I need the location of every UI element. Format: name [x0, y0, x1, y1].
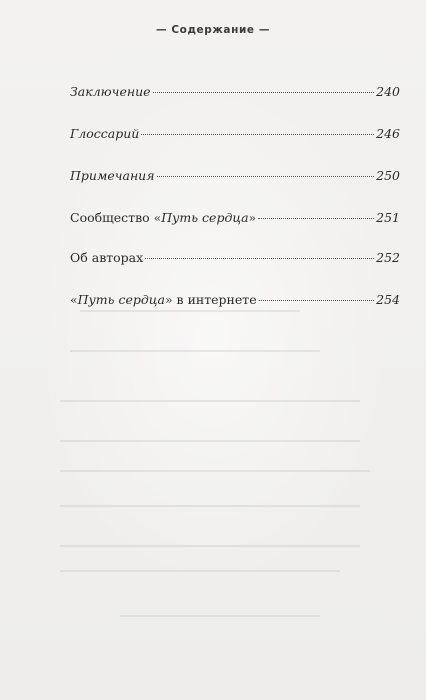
toc-title-part: Об авторах [70, 250, 144, 265]
dot-leader [141, 134, 374, 135]
toc-entry-title [70, 208, 256, 228]
toc-title-part: Глоссарий [70, 126, 140, 141]
bleed-through-line [60, 440, 360, 442]
bleed-through-line [60, 470, 370, 472]
dot-leader [157, 176, 375, 177]
toc-title-part: » в интернете [164, 292, 257, 307]
toc-title-part: « [70, 292, 78, 307]
bleed-through-line [60, 505, 360, 507]
toc-entry-title [70, 166, 155, 186]
toc-title-part: Заключение [70, 84, 151, 99]
bleed-through-line [70, 350, 320, 352]
running-head: — Содержание — [155, 24, 270, 36]
bleed-through-line [80, 310, 300, 312]
bleed-through-line [60, 400, 360, 402]
toc-entry [70, 124, 400, 144]
toc-page-number: 246 [376, 126, 400, 141]
toc-title-part: Путь сердца [161, 210, 249, 225]
toc-page-number: 240 [376, 84, 400, 99]
toc-entry [70, 208, 400, 228]
bleed-through-line [120, 615, 320, 617]
dot-leader [259, 300, 375, 301]
toc-title-part: Сообщество « [70, 210, 162, 225]
bleed-through-line [60, 545, 360, 547]
toc-entry-title [70, 124, 139, 144]
toc-title-part: Примечания [70, 168, 155, 183]
dot-leader [145, 258, 374, 259]
toc-title-part: » [248, 210, 257, 225]
toc-entry-title [70, 248, 143, 268]
toc-page-number: 251 [376, 210, 400, 225]
toc-entry-title [70, 82, 151, 102]
toc-page-number: 252 [376, 250, 400, 265]
toc-entry-title [70, 290, 257, 310]
dot-leader [153, 92, 375, 93]
toc-page-number: 254 [376, 292, 400, 307]
toc-entry [70, 248, 400, 268]
toc-entry [70, 82, 400, 102]
dot-leader [258, 218, 374, 219]
toc-entry [70, 166, 400, 186]
toc-entry [70, 290, 400, 310]
toc-title-part: Путь сердца [77, 292, 165, 307]
bleed-through-line [60, 570, 340, 572]
toc-page-number: 250 [376, 168, 400, 183]
